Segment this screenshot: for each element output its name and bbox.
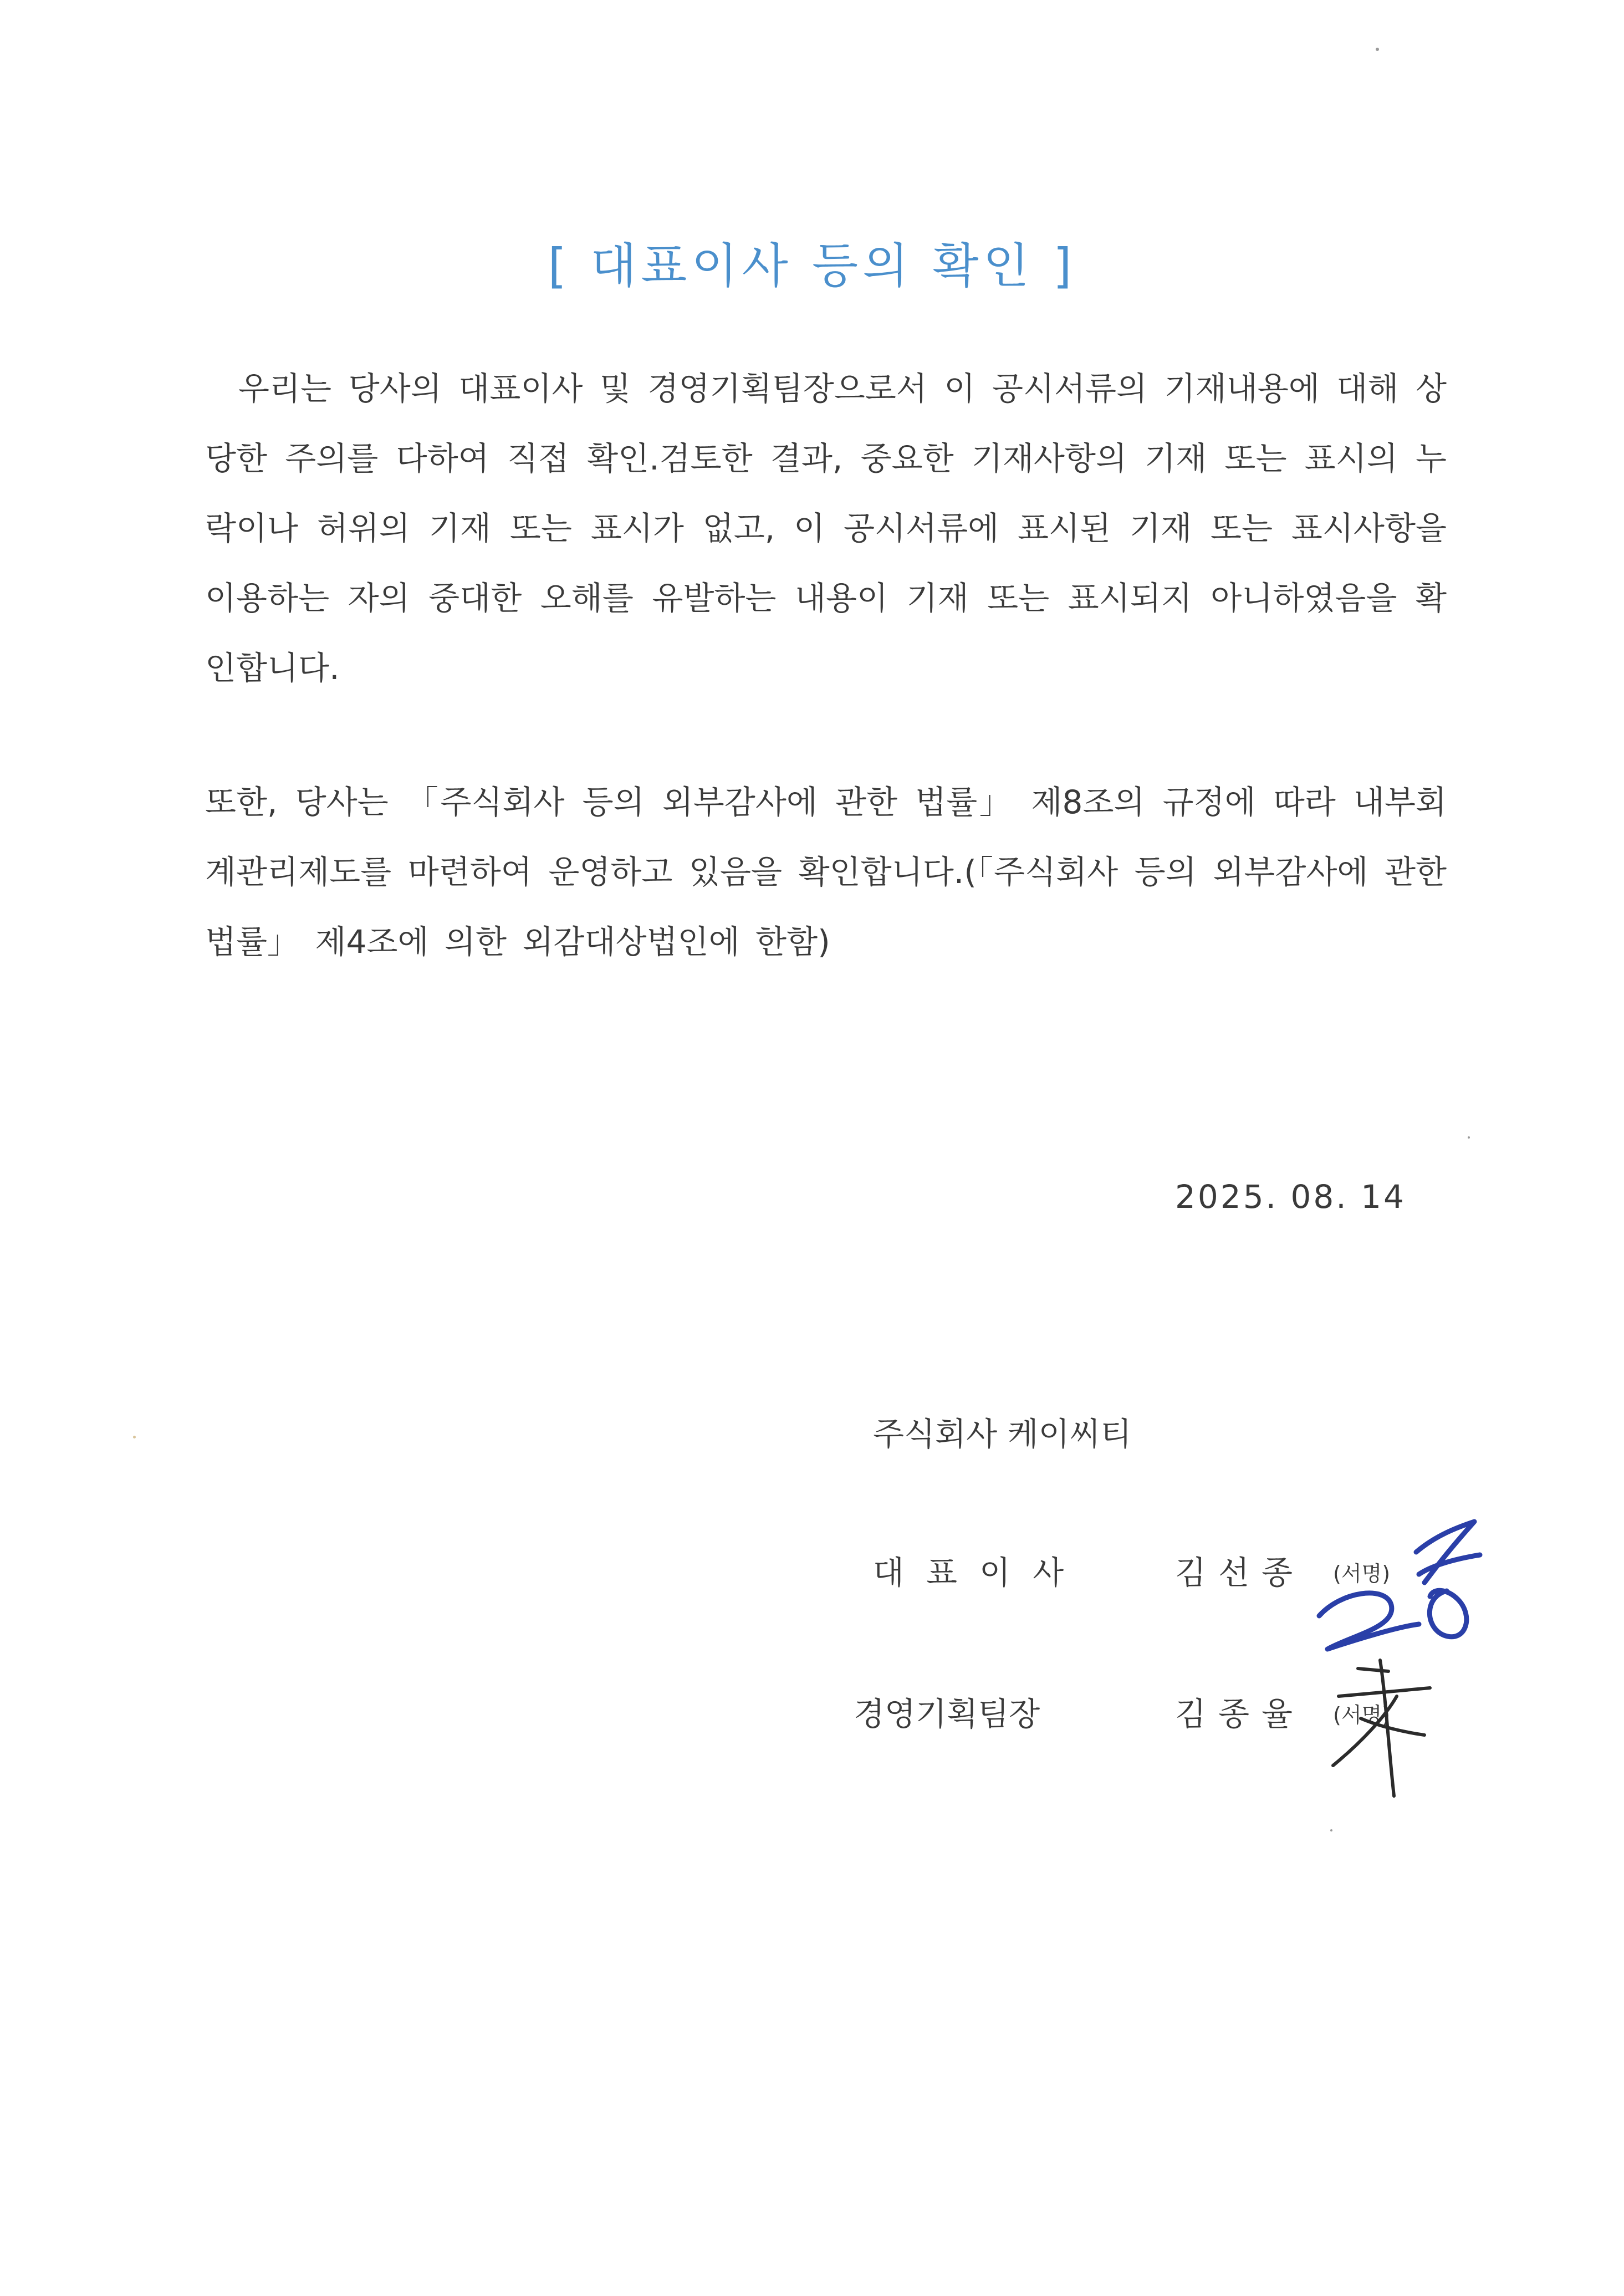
confirmation-paragraph: 우리는 당사의 대표이사 및 경영기획팀장으로서 이 공시서류의 기재내용에 대해 상당한 주의를 다하여 직접 확인.검토한 결과, 중요한 기재사항의 기재 또는 표시의 누락이나 허위의 기재 또는 표시가 없고, 이 공시서류에 표시된 기재 또는 표시사항을 이용하는 자의 중대한 오해를 유발하는 내용이 기재 또는 표시되지 아니하였음을 확인합니다. xyxy=(205,370,1447,687)
scan-speck xyxy=(1330,1829,1332,1831)
ceo-role-label: 대표이사 xyxy=(873,1554,1086,1591)
manager-signature-mark: (서명) xyxy=(1333,1703,1391,1727)
scan-speck xyxy=(1376,48,1379,51)
document-date: 2025. 08. 14 xyxy=(1175,1178,1406,1216)
internal-control-paragraph: 또한, 당사는 「주식회사 등의 외부감사에 관한 법률」 제8조의 규정에 따라 내부회계관리제도를 마련하여 운영하고 있음을 확인합니다.(「주식회사 등의 외부감사에 관한 법률」 제4조에 의한 외감대상법인에 한함) xyxy=(205,783,1447,961)
scan-speck xyxy=(1468,1136,1470,1139)
manager-role-label: 경영기획팀장 xyxy=(854,1695,1040,1733)
manager-name: 김종율 xyxy=(1175,1695,1305,1733)
ceo-name: 김선종 xyxy=(1175,1554,1305,1591)
company-name: 주식회사 케이씨티 xyxy=(873,1415,1132,1453)
scan-speck xyxy=(133,1436,136,1438)
document-title: [ 대표이사 등의 확인 ] xyxy=(548,238,1076,294)
ceo-signature-mark: (서명) xyxy=(1333,1562,1391,1586)
